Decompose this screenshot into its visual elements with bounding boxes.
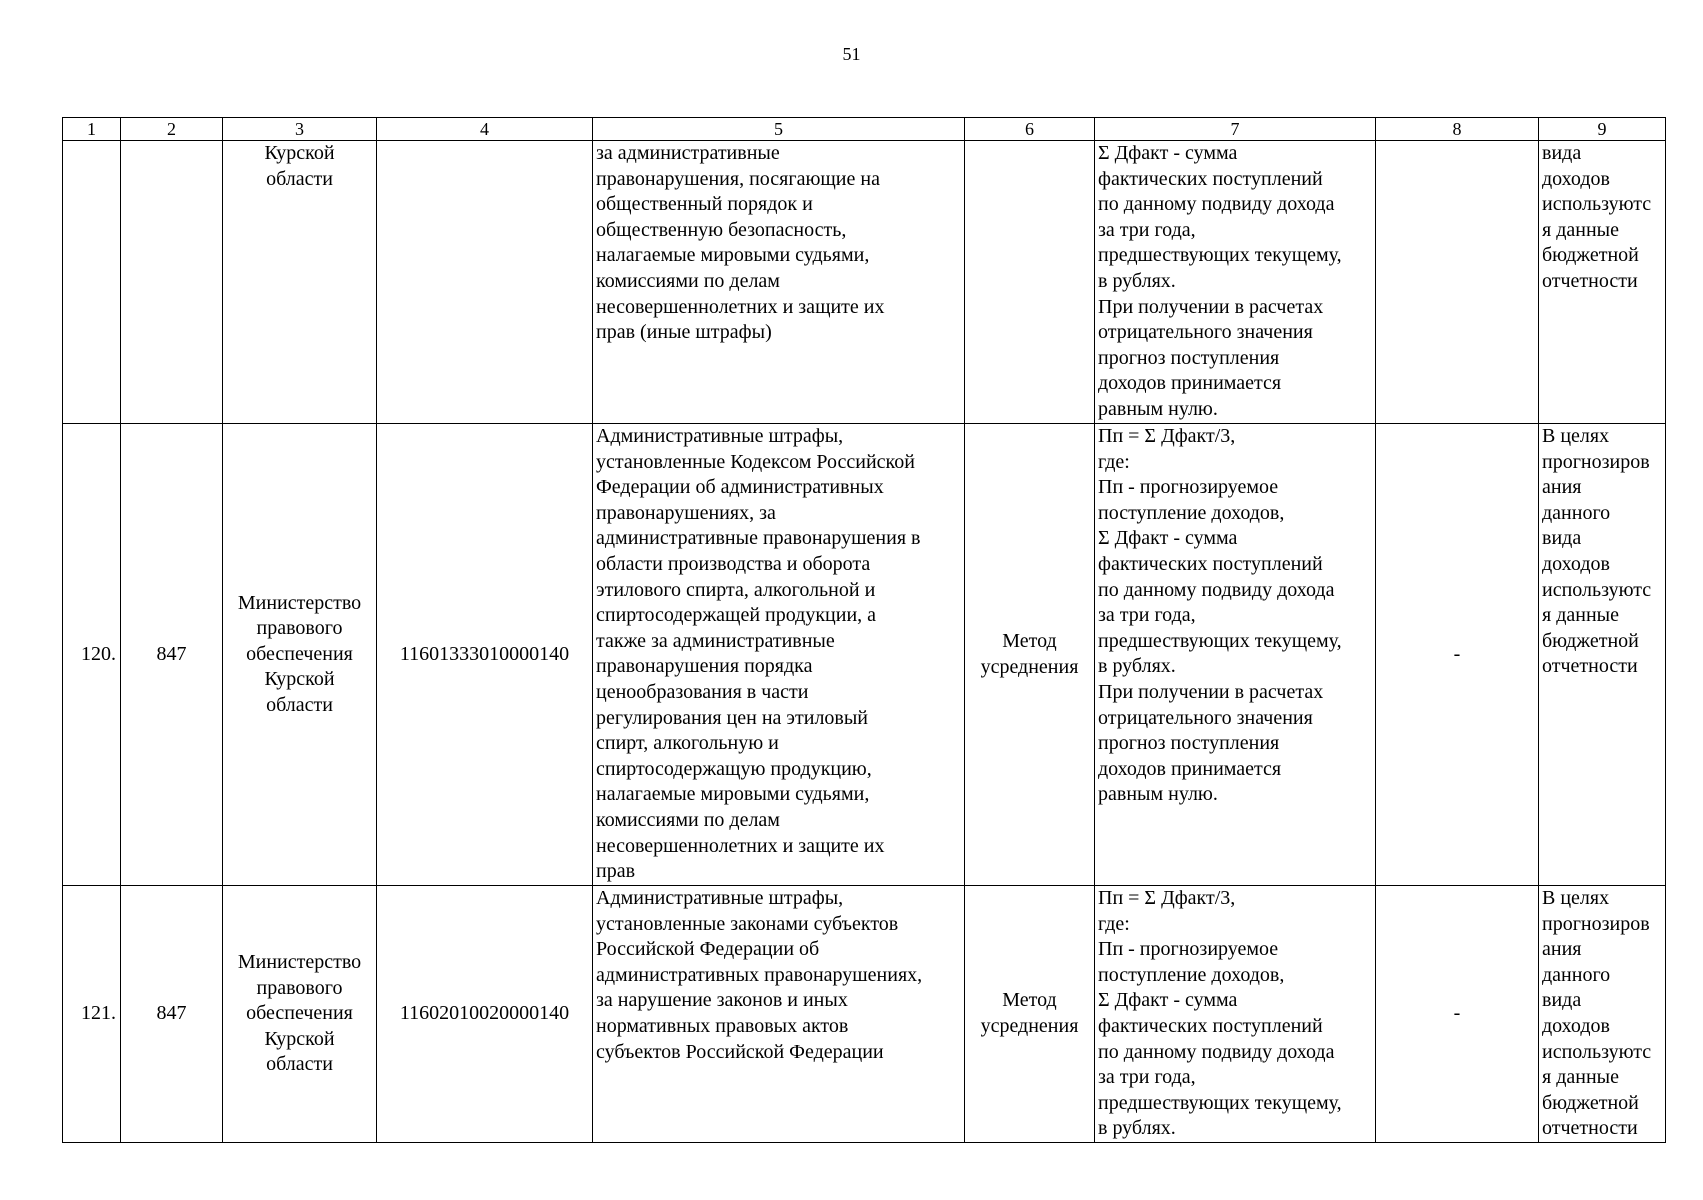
kbk-cell: 11601333010000140 — [377, 424, 593, 886]
table-row — [63, 424, 1666, 886]
method-cell: Метод усреднения — [965, 886, 1095, 1143]
column-header: 8 — [1376, 118, 1539, 141]
page-number: 51 — [842, 44, 861, 64]
formula-cell: Σ Дфакт - сумма фактических поступлений по данному подвиду дохода за три года, предшествующих текущему, в рублях. При получении в расчетах отрицательного значения прогноз поступления доходов принимается равным нулю. — [1095, 141, 1376, 424]
revenue-forecast-table — [62, 117, 1666, 1143]
table-row — [63, 141, 1666, 424]
data-source-cell: В целях прогнозиров ания данного вида доходов используютс я данные бюджетной отчетности — [1539, 424, 1666, 886]
method-cell — [965, 141, 1095, 424]
column-header: 4 — [377, 118, 593, 141]
method-cell: Метод усреднения — [965, 424, 1095, 886]
kbk-cell — [377, 141, 593, 424]
kbk-cell: 11602010020000140 — [377, 886, 593, 1143]
row-number-cell — [63, 141, 121, 424]
formula-cell: Пп = Σ Дфакт/3, где: Пп - прогнозируемое поступление доходов, Σ Дфакт - сумма фактических поступлений по данному подвиду дохода за три года, предшествующих текущему, в рублях. — [1095, 886, 1376, 1143]
column-header: 7 — [1095, 118, 1376, 141]
administrator-cell: Курской области — [223, 141, 377, 424]
administrator-cell: Министерство правового обеспечения Курской области — [223, 886, 377, 1143]
row-number-cell: 120. — [63, 424, 121, 886]
column-header: 6 — [965, 118, 1095, 141]
column-header: 1 — [63, 118, 121, 141]
revenue-name-cell: Административные штрафы, установленные Кодексом Российской Федерации об административных правонарушениях, за административные правонарушения в области производства и оборота этилового спирта, алкогольной и спиртосодержащей продукции, а также за административные правонарушения порядка ценообразования в части регулирования цен на этиловый спирт, алкогольную и спиртосодержащую продукцию, налагаемые мировыми судьями, комиссиями по делам несовершеннолетних и защите их прав — [593, 424, 965, 886]
administrator-cell: Министерство правового обеспечения Курской области — [223, 424, 377, 886]
indicators-cell: - — [1376, 886, 1539, 1143]
formula-cell: Пп = Σ Дфакт/3, где: Пп - прогнозируемое поступление доходов, Σ Дфакт - сумма фактических поступлений по данному подвиду дохода за три года, предшествующих текущему, в рублях. При получении в расчетах отрицательного значения прогноз поступления доходов принимается равным нулю. — [1095, 424, 1376, 886]
column-header: 5 — [593, 118, 965, 141]
table-row — [63, 886, 1666, 1143]
revenue-name-cell: Административные штрафы, установленные законами субъектов Российской Федерации об административных правонарушениях, за нарушение законов и иных нормативных правовых актов субъектов Российской Федерации — [593, 886, 965, 1143]
data-source-cell: В целях прогнозиров ания данного вида доходов используютс я данные бюджетной отчетности — [1539, 886, 1666, 1143]
indicators-cell — [1376, 141, 1539, 424]
code-cell: 847 — [121, 886, 223, 1143]
column-header: 9 — [1539, 118, 1666, 141]
code-cell — [121, 141, 223, 424]
revenue-name-cell: за административные правонарушения, посягающие на общественный порядок и общественную безопасность, налагаемые мировыми судьями, комиссиями по делам несовершеннолетних и защите их прав (иные штрафы) — [593, 141, 965, 424]
data-source-cell: вида доходов используютс я данные бюджетной отчетности — [1539, 141, 1666, 424]
indicators-cell: - — [1376, 424, 1539, 886]
row-number-cell: 121. — [63, 886, 121, 1143]
column-number-row — [63, 118, 1666, 141]
column-header: 2 — [121, 118, 223, 141]
code-cell: 847 — [121, 424, 223, 886]
column-header: 3 — [223, 118, 377, 141]
